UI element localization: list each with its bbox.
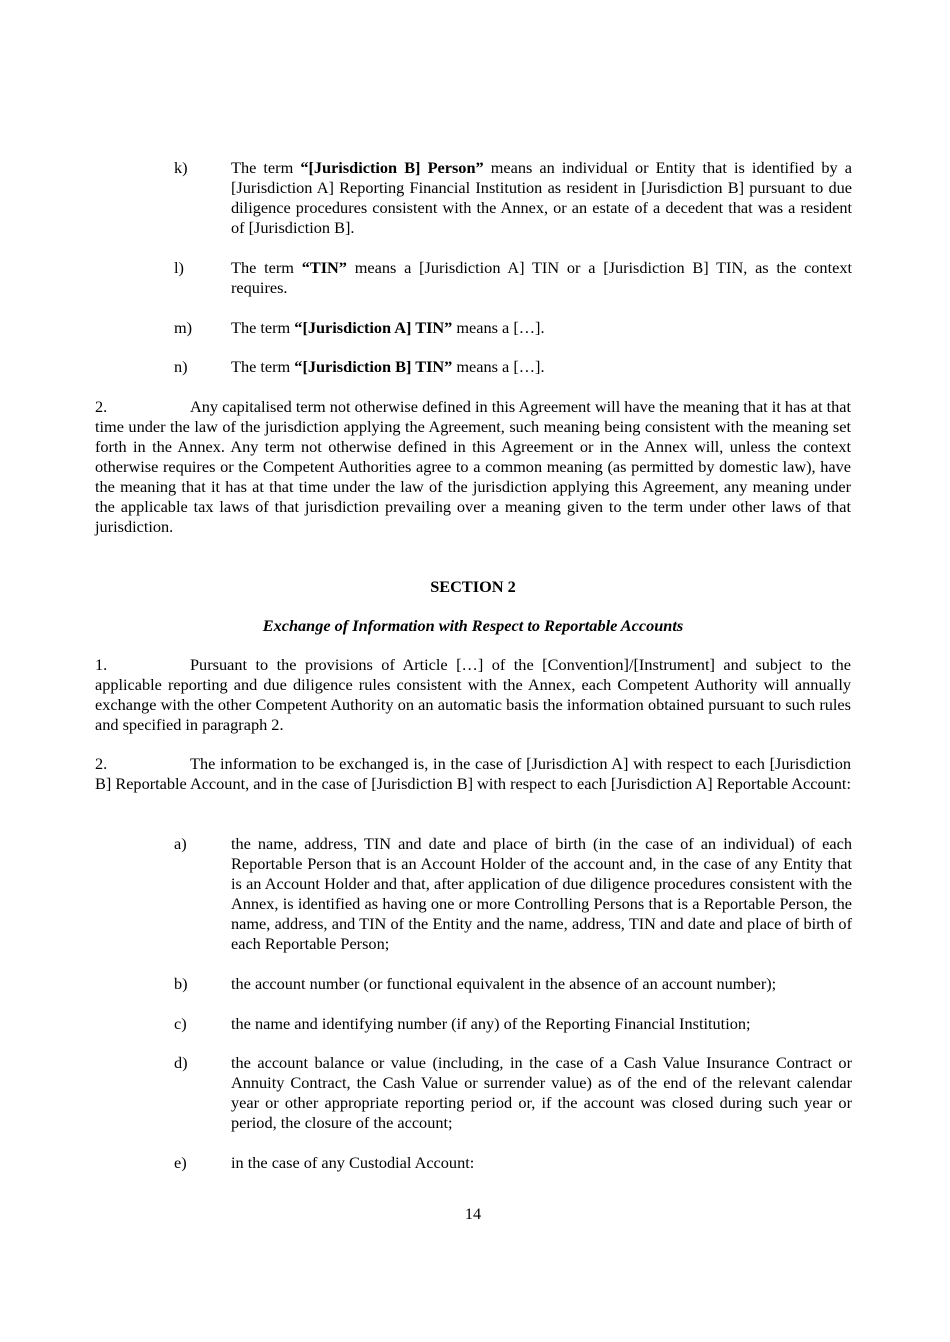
- list-item: [174, 974, 852, 994]
- definition-pre: The term: [231, 158, 301, 177]
- definition-post: means a […].: [452, 357, 545, 376]
- definition-label: n): [174, 357, 188, 376]
- definition-pre: The term: [231, 357, 295, 376]
- list-item-label: d): [174, 1053, 188, 1072]
- definition-pre: The term: [231, 318, 295, 337]
- definition-term: “[Jurisdiction B] Person”: [300, 158, 484, 177]
- definition-item: [174, 357, 852, 377]
- definition-item: [174, 258, 852, 298]
- paragraph-text: Pursuant to the provisions of Article […] of the [Convention]/[Instrument] and subject to the applicable reporting and due diligence rules consistent with the Annex, each Competent Authority will annually exchange with the other Competent Authority on an automatic basis the information obtained pursuant to such rules and specified in paragraph 2.: [95, 655, 851, 734]
- list-item-text: the account number (or functional equivalent in the absence of an account number);: [231, 974, 777, 993]
- definition-term: “[Jurisdiction A] TIN”: [294, 318, 453, 337]
- list-item: [174, 1053, 852, 1133]
- definition-post: means a [Jurisdiction A] TIN or a [Jurisdiction B] TIN, as the context requires.: [231, 258, 852, 297]
- paragraph-text: Any capitalised term not otherwise defined in this Agreement will have the meaning that it has at that time under the law of the jurisdiction applying the Agreement, such meaning being consistent with the meaning set forth in the Annex. Any term not otherwise defined in this Agreement or in the Annex will, unless the context otherwise requires or the Competent Authorities agree to a common meaning (as permitted by domestic law), have the meaning that it has at that time under the law of the jurisdiction applying this Agreement, any meaning under the applicable tax laws of that jurisdiction prevailing over a meaning given to the term under other laws of that jurisdiction.: [95, 397, 851, 536]
- definition-text: [231, 258, 852, 298]
- list-item: [174, 834, 852, 954]
- definition-pre: The term: [231, 258, 302, 277]
- list-item: [174, 1014, 852, 1034]
- definition-text: [231, 318, 852, 338]
- list-item-label: a): [174, 834, 187, 853]
- definition-label: k): [174, 158, 188, 177]
- list-item-label: b): [174, 974, 188, 993]
- paragraph: [95, 655, 851, 735]
- definition-item: [174, 318, 852, 338]
- paragraph-number: 2.: [95, 397, 108, 416]
- definition-term: “TIN”: [301, 258, 347, 277]
- definition-label: m): [174, 318, 193, 337]
- paragraph-number: 1.: [95, 655, 108, 674]
- list-item-label: c): [174, 1014, 187, 1033]
- section-title: SECTION 2: [430, 577, 516, 596]
- definition-term: “[Jurisdiction B] TIN”: [294, 357, 453, 376]
- paragraph-number: 2.: [95, 754, 108, 773]
- definition-post: means a […].: [452, 318, 545, 337]
- paragraph-text: The information to be exchanged is, in the case of [Jurisdiction A] with respect to each [Jurisdiction B] Reportable Account, and in the case of [Jurisdiction B] with respect to each [Jurisdiction A] Reportable Account:: [95, 754, 851, 793]
- definition-post: means an individual or Entity that is identified by a [Jurisdiction A] Reporting Financial Institution as resident in [Jurisdiction B] pursuant to due diligence procedures consistent with the Annex, or an estate of a decedent that was a resident of [Jurisdiction B].: [231, 158, 853, 237]
- list-item-text: the name and identifying number (if any) of the Reporting Financial Institution;: [231, 1014, 751, 1033]
- page-number: 14: [464, 1204, 482, 1223]
- list-item-text: the name, address, TIN and date and place of birth (in the case of an individual) of each Reportable Person that is an Account Holder of the account and, in the case of any Entity that is an Account Holder and that, after application of due diligence procedures consistent with the Annex, is identified as having one or more Controlling Persons that is a Reportable Person, the name, address, and TIN of the Entity and the name, address, TIN and date and place of birth of each Reportable Person;: [231, 834, 852, 953]
- definition-label: l): [174, 258, 184, 277]
- definition-text: [231, 158, 852, 238]
- list-item-label: e): [174, 1153, 187, 1172]
- definition-text: [231, 357, 852, 377]
- list-item: [174, 1153, 852, 1173]
- list-item-text: in the case of any Custodial Account:: [231, 1153, 475, 1172]
- definition-item: [174, 158, 852, 238]
- section-subtitle: Exchange of Information with Respect to Reportable Accounts: [262, 616, 684, 635]
- paragraph: [95, 397, 851, 537]
- list-item-text: the account balance or value (including, in the case of a Cash Value Insurance Contract or Annuity Contract, the Cash Value or surrender value) as of the end of the relevant calendar year or other appropriate reporting period or, if the account was closed during such year or period, the closure of the account;: [231, 1053, 852, 1132]
- paragraph: [95, 754, 851, 794]
